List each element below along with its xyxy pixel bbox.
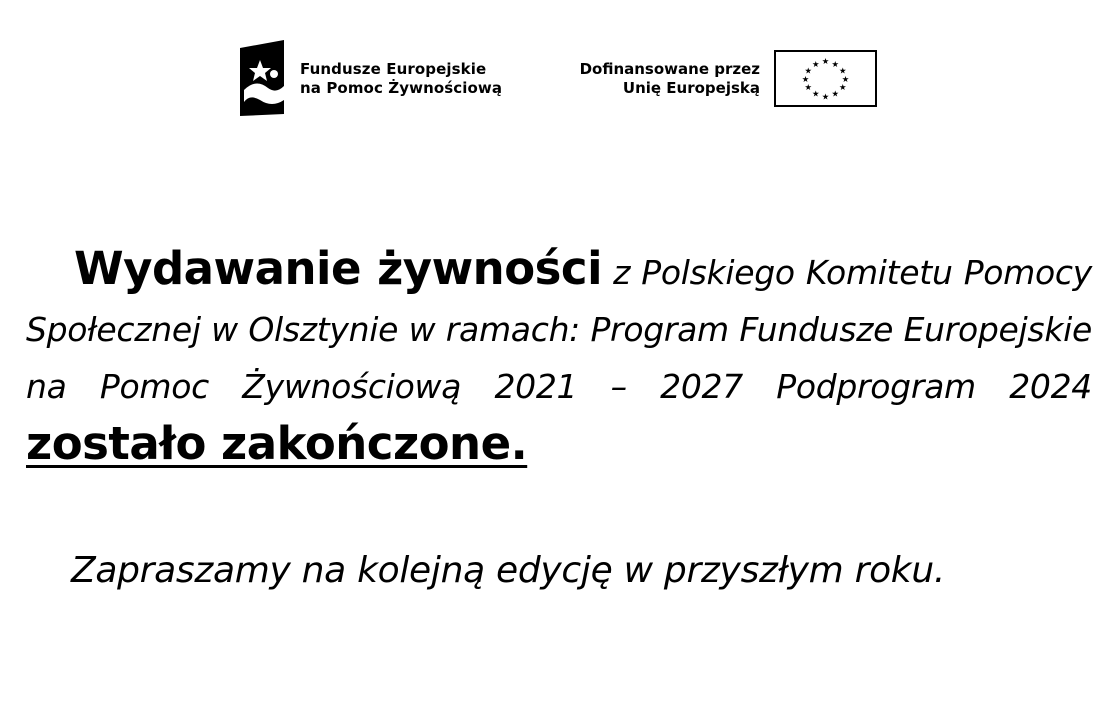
fe-logo-line1: Fundusze Europejskie <box>300 60 487 78</box>
svg-text:★: ★ <box>831 58 840 69</box>
cofunded-line1: Dofinansowane przez <box>579 60 760 78</box>
announcement-paragraph <box>26 240 1092 476</box>
svg-text:★: ★ <box>811 58 820 69</box>
logo-bar <box>238 38 880 118</box>
svg-text:★: ★ <box>841 73 850 84</box>
svg-text:★: ★ <box>804 65 813 76</box>
svg-text:★: ★ <box>821 91 830 102</box>
cofunded-text <box>560 60 760 98</box>
svg-text:★: ★ <box>811 88 820 99</box>
announcement-closing: zostało zakończone. <box>26 417 528 470</box>
svg-text:★: ★ <box>831 88 840 99</box>
fe-logo-line2: na Pomoc Żywnościową <box>300 79 503 97</box>
svg-text:★: ★ <box>838 65 847 76</box>
eu-flag-icon <box>774 50 877 107</box>
svg-text:★: ★ <box>804 82 813 93</box>
fundusze-europejskie-logo-icon <box>238 38 288 118</box>
svg-text:★: ★ <box>821 56 830 67</box>
invitation-text: Zapraszamy na kolejną edycję w przyszłym roku. <box>71 550 946 591</box>
cofunded-line2: Unię Europejską <box>622 79 760 97</box>
fe-logo-text <box>300 60 502 98</box>
svg-text:★: ★ <box>838 82 847 93</box>
announcement-body: z Polskiego Komitetu Pomocy Społecznej w Olsztynie w ramach: Program Fundusze Europejskie na Pomoc Żywnościową 2021 – 2027 Podprogram 2024 <box>26 253 1092 406</box>
announcement-lead: Wydawanie żywności <box>74 242 603 295</box>
svg-text:★: ★ <box>801 73 810 84</box>
